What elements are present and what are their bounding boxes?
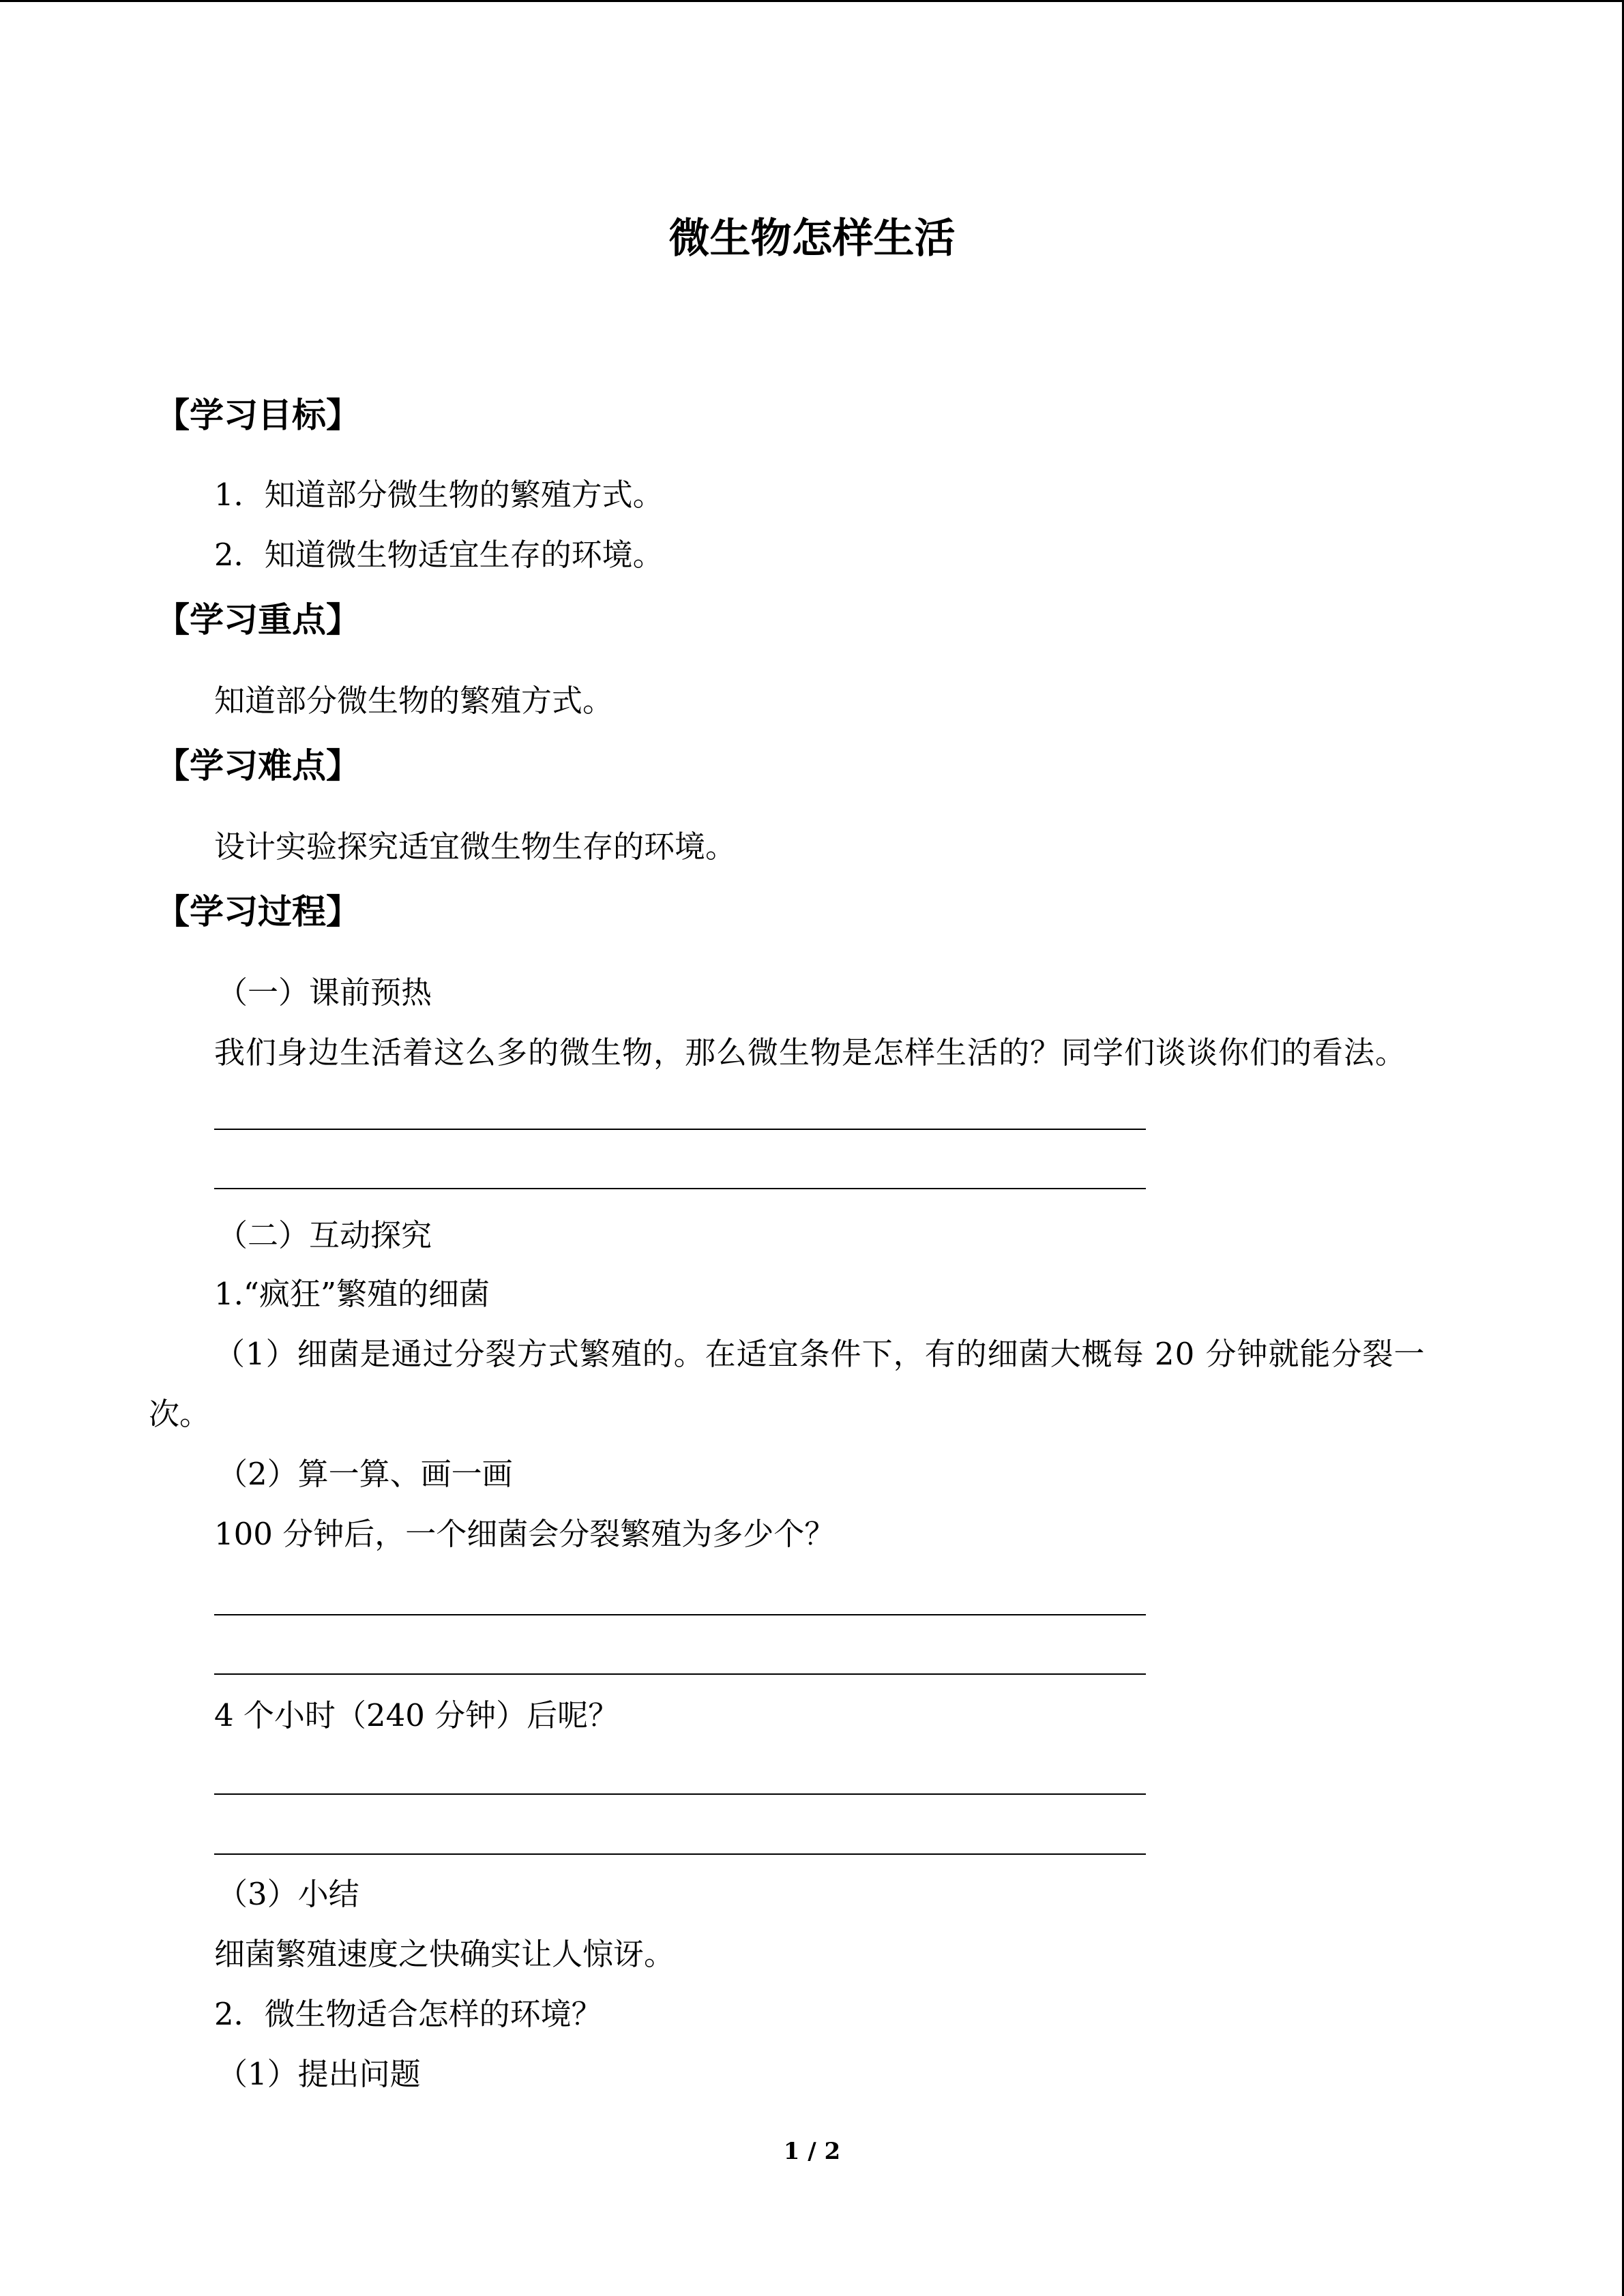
answer-line-3 [214, 1614, 1146, 1615]
answer-line-5 [214, 1793, 1146, 1795]
goal-item-1: 1．知道部分微生物的繁殖方式。 [214, 477, 664, 513]
item2-sub1: （1）提出问题 [217, 2056, 421, 2092]
part1-title: （一）课前预热 [217, 974, 432, 1011]
summary-text: 细菌繁殖速度之快确实让人惊讶。 [214, 1936, 675, 1972]
goal-item-2: 2．知道微生物适宜生存的环境。 [214, 537, 664, 573]
item1-title: 1.“疯狂”繁殖的细菌 [214, 1276, 490, 1312]
page-title: 微生物怎样生活 [668, 215, 956, 263]
item2-title: 2．微生物适合怎样的环境？ [214, 1996, 602, 2032]
answer-line-6 [214, 1853, 1146, 1855]
page-number: 1 / 2 [783, 2138, 841, 2165]
page-border-top [0, 0, 1624, 2]
answer-line-4 [214, 1673, 1146, 1675]
part1-text: 我们身边生活着这么多的微生物，那么微生物是怎样生活的？同学们谈谈你们的看法。 [214, 1034, 1407, 1071]
key-points-text: 知道部分微生物的繁殖方式。 [214, 683, 614, 719]
answer-line-2 [214, 1188, 1146, 1189]
item1-sub1-line1: （1）细菌是通过分裂方式繁殖的。在适宜条件下，有的细菌大概每 20 分钟就能分裂一 [214, 1336, 1426, 1372]
heading-process: 【学习过程】 [156, 891, 360, 931]
heading-difficulties: 【学习难点】 [156, 745, 360, 786]
question-1: 100 分钟后，一个细菌会分裂繁殖为多少个？ [214, 1516, 836, 1552]
item1-sub1-line2: 次。 [149, 1396, 211, 1432]
difficulties-text: 设计实验探究适宜微生物生存的环境。 [214, 829, 737, 865]
item1-sub3: （3）小结 [217, 1876, 359, 1912]
answer-line-1 [214, 1129, 1146, 1130]
question-2: 4 个小时（240 分钟）后呢？ [214, 1697, 619, 1733]
heading-goals: 【学习目标】 [156, 395, 360, 435]
part2-title: （二）互动探究 [217, 1217, 432, 1253]
item1-sub2: （2）算一算、画一画 [217, 1456, 513, 1492]
heading-key-points: 【学习重点】 [156, 599, 360, 640]
